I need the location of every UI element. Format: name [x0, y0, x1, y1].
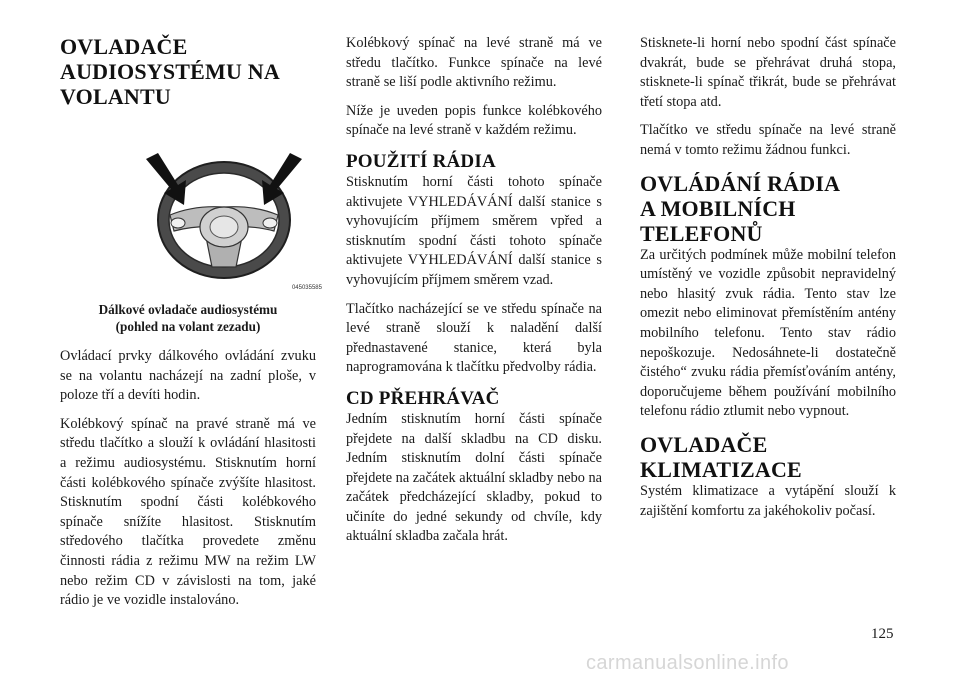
title-line: AUDIOSYSTÉMU NA [60, 59, 280, 84]
section-title-cd-player: CD PŘEHRÁVAČ [346, 387, 500, 409]
watermark: carmanualsonline.info [586, 652, 789, 674]
steering-wheel-illustration [124, 145, 324, 291]
figure-caption [60, 301, 316, 335]
paragraph: Tlačítko nacházející se ve středu spínače na levé straně slouží k naladění další přednastavené stanice, která byla naprogramována k tlačítku předvolby rádia. [346, 300, 602, 376]
paragraph: Kolébkový spínač na pravé straně má ve středu tlačítko a slouží k ovládání hlasitosti a režimu audiosystému. Stisknutím horní části kolébkového spínače zvýšíte hlasitost. Stisknutím spodní části kolébkového spínače snížíte hlasitost. Stisknutím středového tlačítka provedete změnu činnosti rádia z režimu MW na režim LW nebo režim CD v závislosti na tom, jaké rádio je ve vozidle instalováno. [60, 415, 316, 609]
column-left [60, 34, 322, 620]
steering-wheel-figure [124, 145, 324, 291]
caption-line: Dálkové ovladače audiosystému [98, 302, 278, 317]
section-title-radio-phones [640, 171, 896, 246]
title-line: KLIMATIZACE [640, 456, 802, 482]
title-line: OVLÁDÁNÍ RÁDIA [640, 170, 841, 196]
section-title-climate [640, 432, 896, 482]
paragraph: Stisknutím horní části tohoto spínače aktivujete VYHLEDÁVÁNÍ další stanice s vyhovujícím příjmem směrem vpřed a stisknutím spodní části tohoto spínače aktivujete VYHLEDÁVÁNÍ další stanice s vyhovujícím příjmem směrem vzad. [346, 173, 602, 288]
paragraph: Kolébkový spínač na levé straně má ve středu tlačítko. Funkce spínače na levé straně se liší podle aktivního režimu. [346, 35, 602, 91]
paragraph: Za určitých podmínek může mobilní telefon umístěný ve vozidle způsobit nepravidelný nebo hlasitý zvuk rádia. Tento stav lze omezit nebo eliminovat přemístěním antény mobilního telefonu. Tento stav rádio nepoškozuje. Nedosáhnete-li dostatečně čistého“ zvuku rádia přemísťováním antény, doporučujeme během používání mobilního telefonu rádio ztlumit nebo vypnout. [640, 246, 896, 420]
paragraph: Jedním stisknutím horní části spínače přejdete na další skladbu na CD disku. Jedním stisknutím dolní části spínače přejdete na začátek aktuální skladby nebo na začátek předcházející skladby, pokud to učiníte do jedné sekundy od chvíle, kdy aktuální skladba začala hrát. [346, 410, 602, 545]
column-right [640, 34, 896, 530]
figure-code: 045035585 [291, 285, 322, 291]
column-middle [346, 34, 602, 556]
title-line: OVLADAČE [60, 34, 188, 59]
title-line: TELEFONŮ [640, 220, 763, 246]
paragraph: Systém klimatizace a vytápění slouží k zajištění komfortu za jakéhokoliv počasí. [640, 482, 896, 519]
paragraph: Níže je uveden popis funkce kolébkového spínače na levé straně v každém režimu. [346, 102, 602, 139]
paragraph: Stisknete-li horní nebo spodní část spínače dvakrát, bude se přehrávat druhá stopa, stisknete-li spínač třikrát, bude se přehrávat třetí stopa atd. [640, 35, 896, 110]
title-line: OVLADAČE [640, 431, 768, 457]
title-line: A MOBILNÍCH [640, 195, 796, 221]
title-line: VOLANTU [60, 84, 171, 109]
paragraph: Tlačítko ve středu spínače na levé straně nemá v tomto režimu žádnou funkci. [640, 122, 896, 158]
caption-line: (pohled na volant zezadu) [115, 319, 261, 334]
section-title-steering-audio [60, 34, 316, 109]
page-number: 125 [871, 626, 894, 642]
paragraph: Ovládací prvky dálkového ovládání zvuku se na volantu nacházejí na zadní ploše, v poloze tří a devíti hodin. [60, 348, 316, 404]
section-title-radio: POUŽITÍ RÁDIA [346, 150, 496, 172]
